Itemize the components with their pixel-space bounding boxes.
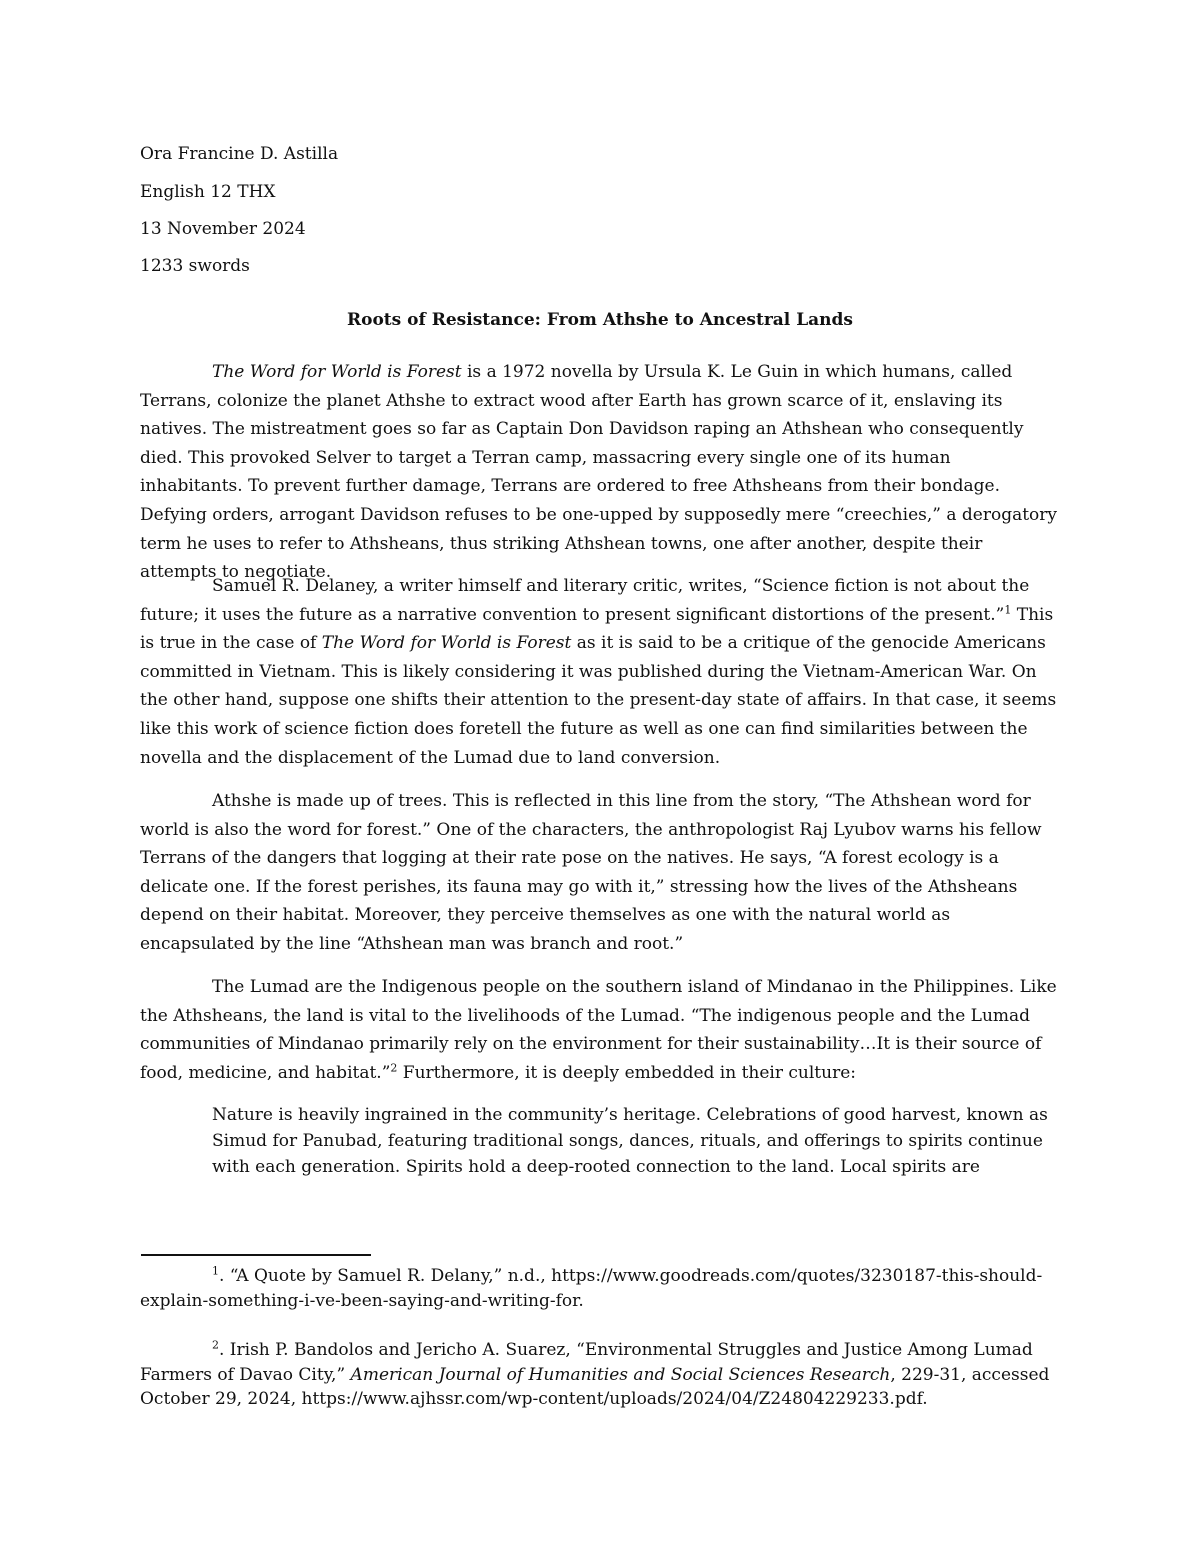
paragraph-text: is a 1972 novella by Ursula K. Le Guin in which humans, called Terrans, colonize the planet Athshe to extract wood after Earth has grown scarce of it, enslaving its natives. The mistreatment goes so far as Captain Don Davidson raping an Athshean who consequently died. This provoked Selver to target a Terran camp, massacring every single one of its human inhabitants. To prevent further damage, Terrans are ordered to free Athsheans from their bondage. Defying orders, arrogant Davidson refuses to be one-upped by supposedly mere “creechies,” a derogatory term he uses to refer to Athsheans, thus striking Athshean towns, one after another, despite their attempts to negotiate. <box>140 362 1058 583</box>
book-title: The Word for World is Forest <box>321 633 572 654</box>
essay-title: Roots of Resistance: From Athshe to Ancestral Lands <box>347 310 853 330</box>
course-name: English 12 THX <box>140 182 276 202</box>
paragraph-4 <box>140 973 1058 1087</box>
word-count: 1233 swords <box>140 256 250 276</box>
paragraph-text: Athshe is made up of trees. This is reflected in this line from the story, “The Athshean word for world is also the word for forest.” One of the characters, the anthropologist Raj Lyubov warns his fellow Terrans of the dangers that logging at their rate pose on the natives. He says, “A forest ecology is a delicate one. If the forest perishes, its fauna may go with it,” stressing how the lives of the Athsheans depend on their habitat. Moreover, they perceive themselves as one with the natural world as encapsulated by the line “Athshean man was branch and root.” <box>140 791 1042 954</box>
book-title: The Word for World is Forest <box>212 362 462 382</box>
footnote-text: . “A Quote by Samuel R. Delany,” n.d., https://www.goodreads.com/quotes/3230187-this-should-explain-something-i-ve-been-saying-and-writing-for. <box>140 1266 1043 1311</box>
paragraph-text: This is true in the case of <box>140 604 1054 654</box>
footnote-2 <box>140 1338 1058 1412</box>
footnote-text: . Irish P. Bandolos and Jericho A. Suarez, “Environmental Struggles and Justice Among Lumad Farmers of Davao City,” <box>140 1340 1033 1385</box>
paragraph-text: Furthermore, it is deeply embedded in their culture: <box>397 1062 856 1083</box>
footnote-text: , 229-31, accessed October 29, 2024, https://www.ajhssr.com/wp-content/uploads/2024/04/Z24804229233.pdf. <box>140 1364 1050 1409</box>
paragraph-3 <box>140 787 1058 959</box>
block-quote: Nature is heavily ingrained in the community’s heritage. Celebrations of good harvest, known as Simud for Panubad, featuring traditional songs, dances, rituals, and offerings to spirits continue with each generation. Spirits hold a deep-rooted connection to the land. Local spirits are <box>212 1105 1048 1177</box>
footnote-separator <box>141 1254 371 1256</box>
paragraph-text: The Lumad are the Indigenous people on the southern island of Mindanao in the Philippines. Like the Athsheans, the land is vital to the livelihoods of the Lumad. “The indigenous people and the Lumad communities of Mindanao primarily rely on the environment for their sustainability…It is their source of food, medicine, and habitat.” <box>140 977 1057 1083</box>
paragraph-2 <box>140 572 1058 772</box>
paragraph-text: Samuel R. Delaney, a writer himself and literary critic, writes, “Science fiction is not about the future; it uses the future as a narrative convention to present significant distortions of the present.” <box>140 576 1030 625</box>
author-name: Ora Francine D. Astilla <box>140 144 339 164</box>
footnote-ref-2: 2 <box>390 1061 398 1075</box>
paragraph-1 <box>140 358 1058 587</box>
footnote-1 <box>140 1264 1058 1313</box>
submission-date: 13 November 2024 <box>140 219 306 239</box>
journal-title: American Journal of Humanities and Social Sciences Research <box>350 1364 891 1385</box>
paragraph-text: as it is said to be a critique of the genocide Americans committed in Vietnam. This is likely considering it was published during the Vietnam-American War. On the other hand, suppose one shifts their attention to the present-day state of affairs. In that case, it seems like this work of science fiction does foretell the future as well as one can find similarities between the novella and the displacement of the Lumad due to land conversion. <box>140 633 1057 768</box>
footnote-number: 2 <box>212 1338 219 1352</box>
footnote-number: 1 <box>212 1264 219 1278</box>
footnote-ref-1: 1 <box>1004 602 1012 616</box>
